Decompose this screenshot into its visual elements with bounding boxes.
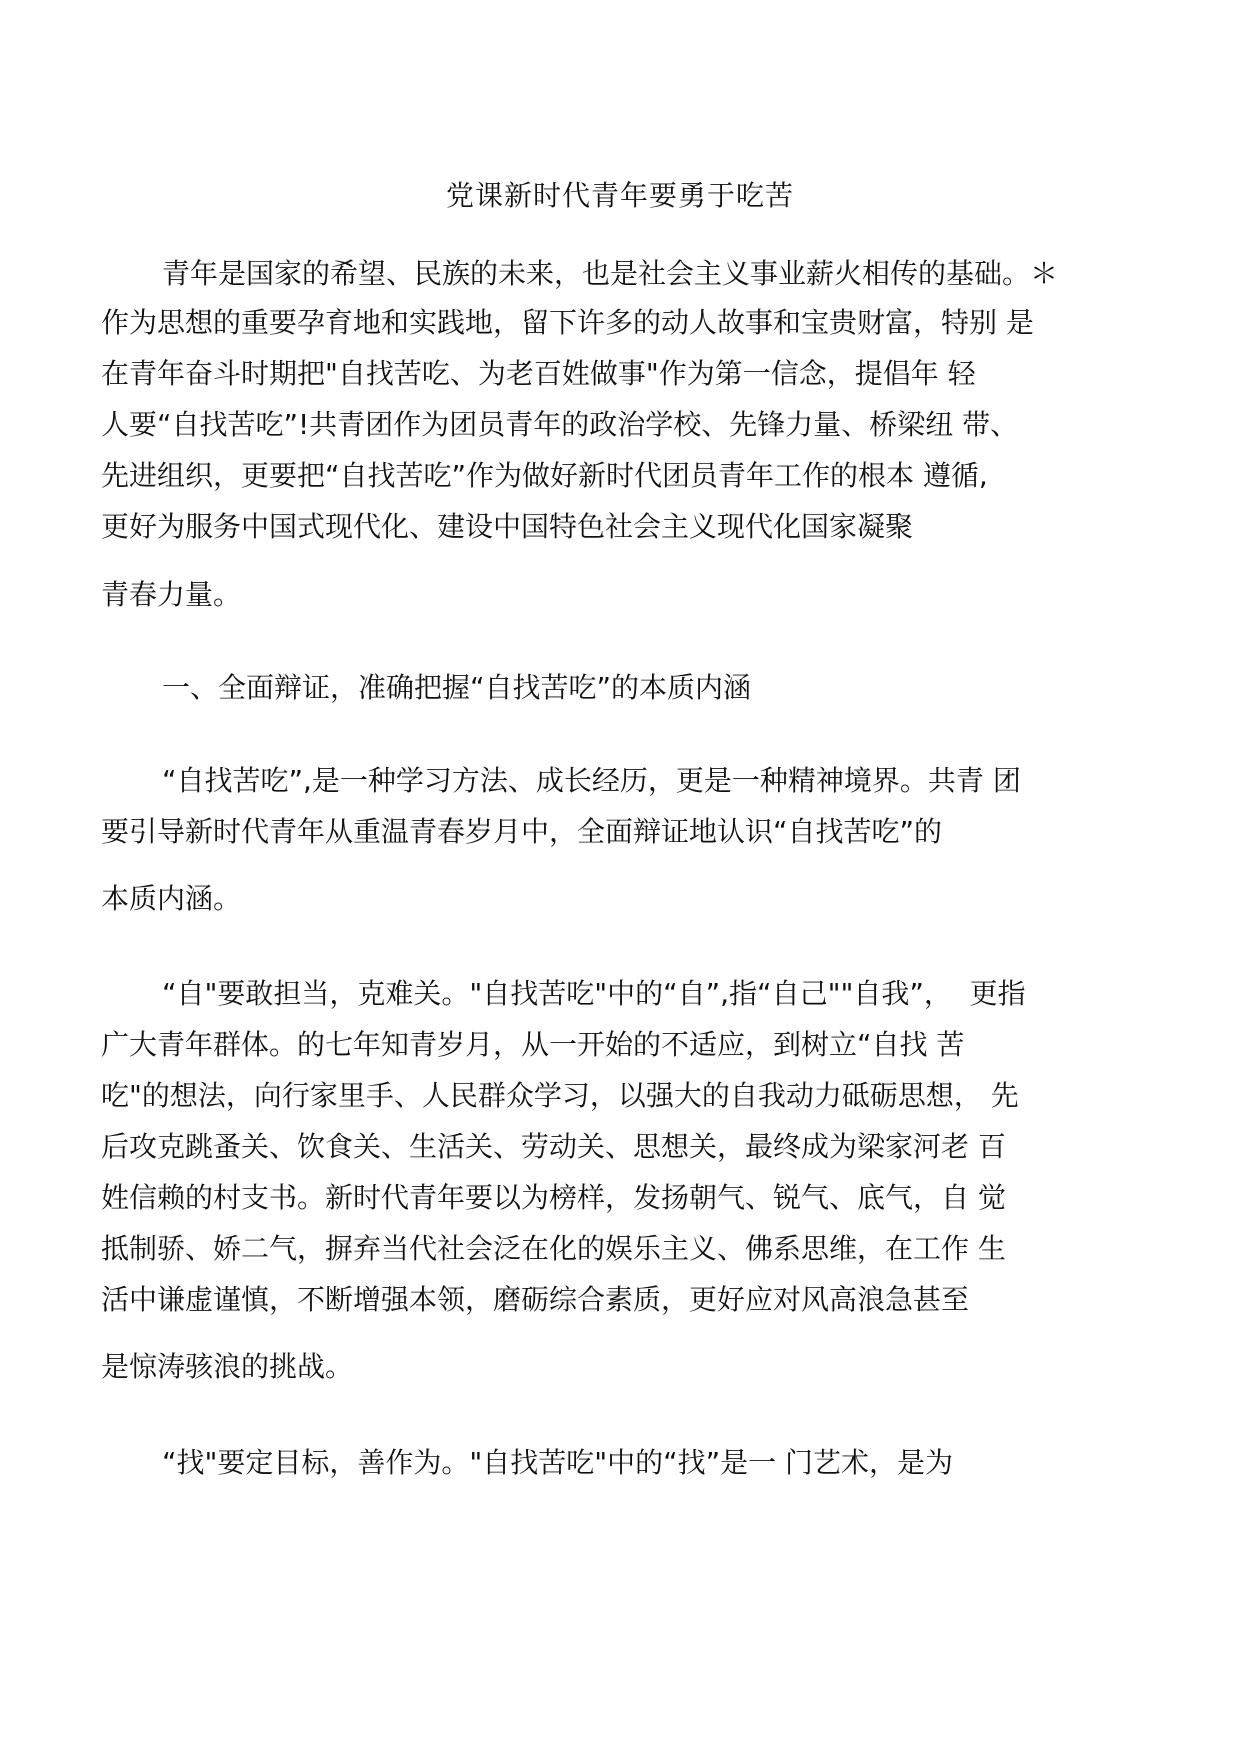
paragraph-line: “找"要定目标，善作为。"自找苦吃"中的“找”是一 门艺术，是为 <box>162 1446 954 1479</box>
paragraph-line: 本质内涵。 <box>101 882 242 915</box>
document-title: 党课新时代青年要勇于吃苦 <box>445 179 794 212</box>
paragraph-line: 作为思想的重要孕育地和实践地，留下许多的动人故事和宝贵财富，特别 是 <box>101 306 1034 339</box>
paragraph-line: 广大青年群体。的七年知青岁月，从一开始的不适应，到树立“自找 苦 <box>101 1028 965 1061</box>
paragraph-line: 要引导新时代青年从重温青春岁月中，全面辩证地认识“自找苦吃”的 <box>101 815 943 848</box>
paragraph-line: 是惊涛骇浪的挑战。 <box>101 1350 354 1383</box>
paragraph-line: 活中谦虚谨慎，不断增强本领，磨砺综合素质，更好应对风高浪急甚至 <box>101 1283 970 1316</box>
paragraph-line: 吃"的想法，向行家里手、人民群众学习，以强大的自我动力砥砺思想， 先 <box>101 1079 1019 1112</box>
paragraph-line: “自"要敢担当，克难关。"自找苦吃"中的“自”,指“自己""自我”， 更指 <box>162 977 1026 1010</box>
paragraph-line: 人要“自找苦吃”!共青团作为团员青年的政治学校、先锋力量、桥梁纽 带、 <box>101 408 1019 441</box>
paragraph-line: 后攻克跳蚤关、饮食关、生活关、劳动关、思想关，最终成为梁家河老 百 <box>101 1130 1006 1163</box>
paragraph-line: 更好为服务中国式现代化、建设中国特色社会主义现代化国家凝聚 <box>101 510 914 543</box>
section-heading: 一、全面辩证，准确把握“自找苦吃”的本质内涵 <box>162 671 752 704</box>
paragraph-line: 抵制骄、娇二气，摒弃当代社会泛在化的娱乐主义、佛系思维，在工作 生 <box>101 1232 1006 1265</box>
paragraph-line: “自找苦吃”,是一种学习方法、成长经历，更是一种精神境界。共青 团 <box>162 764 1021 797</box>
paragraph-line: 在青年奋斗时期把"自找苦吃、为老百姓做事"作为第一信念，提倡年 轻 <box>101 357 976 390</box>
paragraph-line: 青年是国家的希望、民族的未来，也是社会主义事业薪火相传的基础。＊ <box>162 257 1059 290</box>
paragraph-line: 青春力量。 <box>101 578 242 611</box>
paragraph-line: 先进组织，更要把“自找苦吃”作为做好新时代团员青年工作的根本 遵循, <box>101 459 988 492</box>
paragraph-line: 姓信赖的村支书。新时代青年要以为榜样，发扬朝气、锐气、底气，自 觉 <box>101 1181 1006 1214</box>
